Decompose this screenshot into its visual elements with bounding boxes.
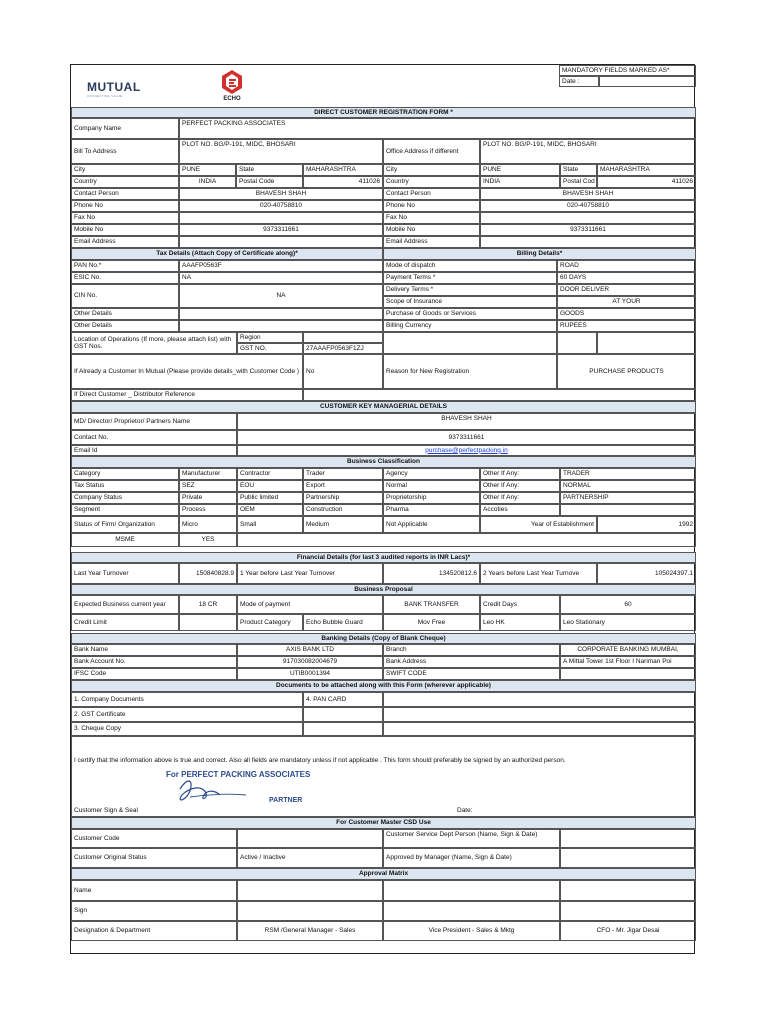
country-field[interactable]: INDIA	[179, 176, 236, 188]
postal-label: Postal Code	[236, 176, 303, 188]
product-category-label: Product Category	[237, 614, 303, 631]
delivery-terms-field[interactable]: DOOR DELIVER	[557, 284, 696, 296]
payment-mode-label: Mode of payment	[237, 595, 383, 614]
email-link[interactable]: purchase@perfectpacking.in	[425, 446, 508, 454]
approval-name-label: Name	[71, 880, 237, 901]
declaration-text: I certify that the information above is true and correct. Also all fields are mandatory unless if not applicable . This form should preferably be signed by an authorized person.	[74, 757, 566, 764]
billing-blank-3	[597, 332, 696, 354]
msme-label: MSME	[71, 533, 179, 547]
signature-title: PARTNER	[269, 797, 303, 804]
pan-label: PAN No.*	[71, 260, 179, 272]
city-label: City	[71, 164, 179, 176]
account-no-field[interactable]: 917030082004679	[237, 656, 383, 668]
one-year-turnover-field[interactable]: 134520812.6	[383, 563, 480, 584]
year-established-label: Year of Establishment	[480, 516, 597, 533]
header-date-field[interactable]	[599, 76, 696, 87]
designation-label: Designation & Department	[71, 921, 237, 941]
other-details-2-field[interactable]	[179, 320, 383, 332]
distributor-reference-label: If Direct Customer _ Distributor Reference	[71, 389, 303, 401]
reason-field[interactable]: PURCHASE PRODUCTS	[557, 354, 696, 389]
fax-label: Fax No	[71, 212, 179, 224]
classification-row-3-opt-1[interactable]: Private	[179, 492, 237, 504]
approval-name-2[interactable]	[383, 880, 560, 901]
office-mobile-label: Mobile No	[383, 224, 480, 236]
classification-row-4-opt-1[interactable]: Process	[179, 504, 237, 516]
firm-status-micro[interactable]: Micro	[179, 516, 237, 533]
other-details-2-label: Other Details	[71, 320, 179, 332]
email-id-field[interactable]	[237, 445, 696, 456]
expected-business-field[interactable]: 18 CR	[179, 595, 237, 614]
managerial-header: CUSTOMER KEY MANAGERIAL DETAILS	[71, 401, 696, 413]
email-label: Email Address	[71, 236, 179, 248]
doc-gst-certificate: 2. GST Certificate	[71, 707, 303, 722]
bank-name-field[interactable]: AXIS BANK LTD	[237, 644, 383, 656]
customer-code-field[interactable]	[237, 829, 383, 848]
state-label: State	[236, 164, 303, 176]
country-label: Country	[71, 176, 179, 188]
signature-company: For PERFECT PACKING ASSOCIATES	[166, 770, 311, 779]
gst-label: GST NO.	[237, 343, 303, 354]
documents-header: Documents to be attached along with this Form (wherever applicable)	[71, 680, 696, 692]
msme-blank	[237, 533, 696, 547]
approved-by-field[interactable]	[560, 848, 696, 868]
distributor-reference-field[interactable]	[303, 389, 696, 401]
insurance-label: Scope of Insurance	[383, 296, 557, 308]
financial-header: Financial Details (for last 3 audited reports in INR Lacs)*	[71, 552, 696, 563]
classification-row-3-label: Company Status	[71, 492, 179, 504]
classification-row-2-opt-5[interactable]: Other If Any:	[480, 480, 560, 492]
classification-row-3-opt-4[interactable]: Proprietorship	[383, 492, 480, 504]
region-label: Region	[237, 332, 303, 343]
one-year-turnover-label: 1 Year before Last Year Turnover	[237, 563, 383, 584]
mutual-logo-subtitle: CONNECTING VALUE	[87, 94, 123, 98]
esic-field[interactable]: NA	[179, 272, 383, 284]
office-fax-label: Fax No	[383, 212, 480, 224]
designation-cfo: CFO - Mr. Jigar Desai	[560, 921, 696, 941]
banking-header: Banking Details (Copy of Blank Cheque)	[71, 633, 696, 644]
approval-header: Approval Matrix	[71, 868, 696, 880]
master-header: For Customer Master CSD Use	[71, 817, 696, 829]
classification-row-4-label: Segment	[71, 504, 179, 516]
classification-row-1-opt-2[interactable]: Contractor	[237, 468, 303, 480]
classification-row-4-opt-4[interactable]: Pharma	[383, 504, 480, 516]
designation-vp: Vice President - Sales & Mktg	[383, 921, 560, 941]
mobile-field[interactable]: 9373311661	[179, 224, 383, 236]
credit-days-field[interactable]: 60	[560, 595, 696, 614]
approval-name-3[interactable]	[560, 880, 696, 901]
tax-details-header: Tax Details (Attach Copy of Certificate along)*	[71, 248, 383, 260]
classification-row-2-opt-2[interactable]: EOU	[237, 480, 303, 492]
classification-row-4-opt-5[interactable]: Accoties	[480, 504, 560, 516]
postal-field[interactable]: 411026	[303, 176, 383, 188]
classification-row-2-value[interactable]: NORMAL	[560, 480, 696, 492]
header-date-label: Date :	[559, 76, 599, 87]
approved-by-label: Approved by Manager (Name, Sign & Date)	[383, 848, 560, 868]
reason-label: Reason for New Registration	[383, 354, 557, 389]
registration-form	[70, 64, 695, 954]
classification-row-2-label: Tax Status	[71, 480, 179, 492]
payment-terms-label: Payment Terms *	[383, 272, 557, 284]
other-details-1-label: Other Details	[71, 308, 179, 320]
existing-customer-field[interactable]: No	[303, 354, 383, 389]
account-no-label: Bank Account No.	[71, 656, 237, 668]
office-email-label: Email Address	[383, 236, 480, 248]
mutual-logo	[87, 80, 141, 98]
cin-field[interactable]: NA	[179, 284, 383, 308]
email-id-label: Email Id	[71, 445, 237, 456]
md-field[interactable]: BHAVESH SHAH	[237, 413, 696, 430]
office-mobile-field[interactable]: 9373311661	[480, 224, 696, 236]
doc-blank-4	[303, 722, 383, 736]
payment-terms-field[interactable]: 60 DAYS	[557, 272, 696, 284]
last-turnover-field[interactable]: 150840828.9	[179, 563, 237, 584]
classification-row-1-opt-4[interactable]: Agency	[383, 468, 480, 480]
classification-row-3-opt-2[interactable]: Public limited	[237, 492, 303, 504]
gst-field[interactable]: 27AAAFP0563F1ZJ	[303, 343, 383, 354]
credit-limit-field[interactable]	[179, 614, 237, 631]
billing-currency-field[interactable]: RUPEES	[557, 320, 696, 332]
product-echo-bubble-guard[interactable]: Echo Bubble Guard	[303, 614, 383, 631]
contact-no-field[interactable]: 9373311661	[237, 430, 696, 445]
classification-row-2-opt-4[interactable]: Normal	[383, 480, 480, 492]
dispatch-label: Mode of dispatch	[383, 260, 557, 272]
doc-blank-3	[383, 707, 696, 722]
ifsc-label: IFSC Code	[71, 668, 237, 680]
office-phone-field[interactable]: 020-40758810	[480, 200, 696, 212]
classification-row-3-opt-3[interactable]: Partnership	[303, 492, 383, 504]
payment-mode-field[interactable]: BANK TRANSFER	[383, 595, 480, 614]
doc-blank-2	[303, 707, 383, 722]
firm-status-small[interactable]: Small	[237, 516, 303, 533]
md-label: MD/ Director/ Proprietor/ Partners Name	[71, 413, 237, 430]
bank-address-label: Bank Address	[383, 656, 560, 668]
approval-sign-3[interactable]	[560, 901, 696, 921]
insurance-field[interactable]: AT YOUR	[557, 296, 696, 308]
firm-status-medium[interactable]: Medium	[303, 516, 383, 533]
mutual-logo-text: MUTUAL	[87, 80, 141, 94]
original-status-label: Customer Original Status	[71, 848, 237, 868]
classification-row-3-value[interactable]: PARTNERSHIP	[560, 492, 696, 504]
approval-sign-label: Sign	[71, 901, 237, 921]
credit-limit-label: Credit Limit	[71, 614, 179, 631]
declaration-date-label: Date:	[457, 807, 473, 814]
swift-field[interactable]	[560, 668, 696, 680]
office-fax-field[interactable]	[480, 212, 696, 224]
doc-blank-1	[383, 692, 696, 707]
office-city-field[interactable]: PUNE	[480, 164, 560, 176]
billing-details-header: Billing Details*	[383, 248, 696, 260]
firm-status-label: Status of Firm/ Organization	[71, 516, 179, 533]
contact-person-field[interactable]: BHAVESH SHAH	[179, 188, 383, 200]
form-title: DIRECT CUSTOMER REGISTRATION FORM *	[71, 107, 696, 118]
company-name-label: Company Name	[71, 118, 179, 139]
contact-no-label: Contact No.	[71, 430, 237, 445]
service-person-field[interactable]	[560, 829, 696, 848]
phone-field[interactable]: 020-40758810	[179, 200, 383, 212]
classification-row-4-opt-2[interactable]: OEM	[237, 504, 303, 516]
mobile-label: Mobile No	[71, 224, 179, 236]
doc-cheque-copy: 3. Cheque Copy	[71, 722, 303, 736]
credit-days-label: Credit Days	[480, 595, 560, 614]
swift-label: SWIFT CODE	[383, 668, 560, 680]
email-field[interactable]	[179, 236, 383, 248]
office-state-label: State	[560, 164, 597, 176]
office-email-field[interactable]	[480, 236, 696, 248]
city-field[interactable]: PUNE	[179, 164, 236, 176]
company-name-field[interactable]: PERFECT PACKING ASSOCIATES	[179, 118, 696, 139]
classification-row-1-opt-5[interactable]: Other If Any:	[480, 468, 560, 480]
service-person-label: Customer Service Dept Person (Name, Sign & Date)	[383, 829, 560, 848]
bank-address-field[interactable]: A Mittal Tower 1st Floor I Nariman Poi	[560, 656, 696, 668]
other-details-1-field[interactable]	[179, 308, 383, 320]
doc-blank-5	[383, 722, 696, 736]
dispatch-field[interactable]: ROAD	[557, 260, 696, 272]
classification-row-2-opt-1[interactable]: SEZ	[179, 480, 237, 492]
last-turnover-label: Last Year Turnover	[71, 563, 179, 584]
approval-sign-2[interactable]	[383, 901, 560, 921]
billing-currency-label: Billing Currency	[383, 320, 557, 332]
bank-name-label: Bank Name	[71, 644, 237, 656]
billing-blank-2	[557, 332, 597, 354]
two-year-turnover-label: 2 Years before Last Year Turnove	[480, 563, 597, 584]
office-address-field[interactable]: PLOT NO. BG/P-191, MIDC, BHOSARI	[480, 139, 696, 164]
office-country-label: Country	[383, 176, 480, 188]
office-address-label: Office Address if different	[383, 139, 480, 164]
classification-row-1-opt-1[interactable]: Manufacturer	[179, 468, 237, 480]
esic-label: ESIC No.	[71, 272, 179, 284]
branch-field[interactable]: CORPORATE BANKING MUMBAI,	[560, 644, 696, 656]
echo-logo-text: ECHO	[223, 96, 241, 102]
delivery-terms-label: Delivery Terms *	[383, 284, 557, 296]
product-leo-hk[interactable]: Leo HK	[480, 614, 560, 631]
office-phone-label: Phone No	[383, 200, 480, 212]
office-contact-person-field[interactable]: BHAVESH SHAH	[480, 188, 696, 200]
customer-code-label: Customer Code	[71, 829, 237, 848]
state-field[interactable]: MAHARASHTRA	[303, 164, 383, 176]
pan-field[interactable]: AAAFP0563F	[179, 260, 383, 272]
office-contact-person-label: Contact Person	[383, 188, 480, 200]
customer-sign-label: Customer Sign & Seal	[74, 807, 138, 814]
branch-label: Branch	[383, 644, 560, 656]
purchase-type-field[interactable]: GOODS	[557, 308, 696, 320]
designation-rsm: RSM /General Manager - Sales	[237, 921, 383, 941]
office-state-field[interactable]: MAHARASHTRA	[597, 164, 696, 176]
classification-row-4-value[interactable]	[560, 504, 696, 516]
approval-name-1[interactable]	[237, 880, 383, 901]
ifsc-field[interactable]: UTIB0001394	[237, 668, 383, 680]
classification-row-3-opt-5[interactable]: Other If Any:	[480, 492, 560, 504]
firm-status-na[interactable]: Not Applicable	[383, 516, 480, 533]
office-country-field[interactable]: INDIA	[480, 176, 560, 188]
office-postal-field[interactable]: 411026	[597, 176, 696, 188]
office-city-label: City	[383, 164, 480, 176]
mandatory-note: MANDATORY FIELDS MARKED AS*	[559, 65, 696, 76]
purchase-type-label: Purchase of Goods or Services	[383, 308, 557, 320]
msme-field[interactable]: YES	[179, 533, 237, 547]
echo-logo	[207, 68, 257, 102]
classification-row-2-opt-3[interactable]: Export	[303, 480, 383, 492]
expected-business-label: Expected Business current year	[71, 595, 179, 614]
region-field[interactable]	[303, 332, 383, 343]
classification-row-4-opt-3[interactable]: Construction	[303, 504, 383, 516]
existing-customer-label: If Already a Customer In Mutual (Please provide details_with Customer Code )	[71, 354, 303, 389]
classification-row-1-label: Category	[71, 468, 179, 480]
fax-field[interactable]	[179, 212, 383, 224]
two-year-turnover-field[interactable]: 105024397.1	[597, 563, 696, 584]
contact-person-label: Contact Person	[71, 188, 179, 200]
product-leo-stationary[interactable]: Leo Stationary	[560, 614, 696, 631]
classification-row-1-opt-3[interactable]: Trader	[303, 468, 383, 480]
year-established-field[interactable]: 1992	[597, 516, 696, 533]
office-postal-label: Postal Cod	[560, 176, 597, 188]
bill-to-label: Bill To Address	[71, 139, 179, 164]
bill-to-field[interactable]: PLOT NO. BG/P-191, MIDC, BHOSARI	[179, 139, 383, 164]
proposal-header: Business Proposal	[71, 584, 696, 595]
cin-label: CIN No.	[71, 284, 179, 308]
doc-company-documents: 1. Company Documents	[71, 692, 303, 707]
billing-blank-1	[383, 332, 557, 354]
location-label: Location of Operations (If more, please attach list) with GST Nos.	[71, 332, 237, 354]
approval-sign-1[interactable]	[237, 901, 383, 921]
classification-header: Business Classification	[71, 456, 696, 468]
product-mov-free[interactable]: Mov Free	[383, 614, 480, 631]
doc-pan-card: 4. PAN CARD	[303, 692, 383, 707]
original-status-field[interactable]: Active / Inactive	[237, 848, 383, 868]
phone-label: Phone No	[71, 200, 179, 212]
classification-row-1-value[interactable]: TRADER	[560, 468, 696, 480]
